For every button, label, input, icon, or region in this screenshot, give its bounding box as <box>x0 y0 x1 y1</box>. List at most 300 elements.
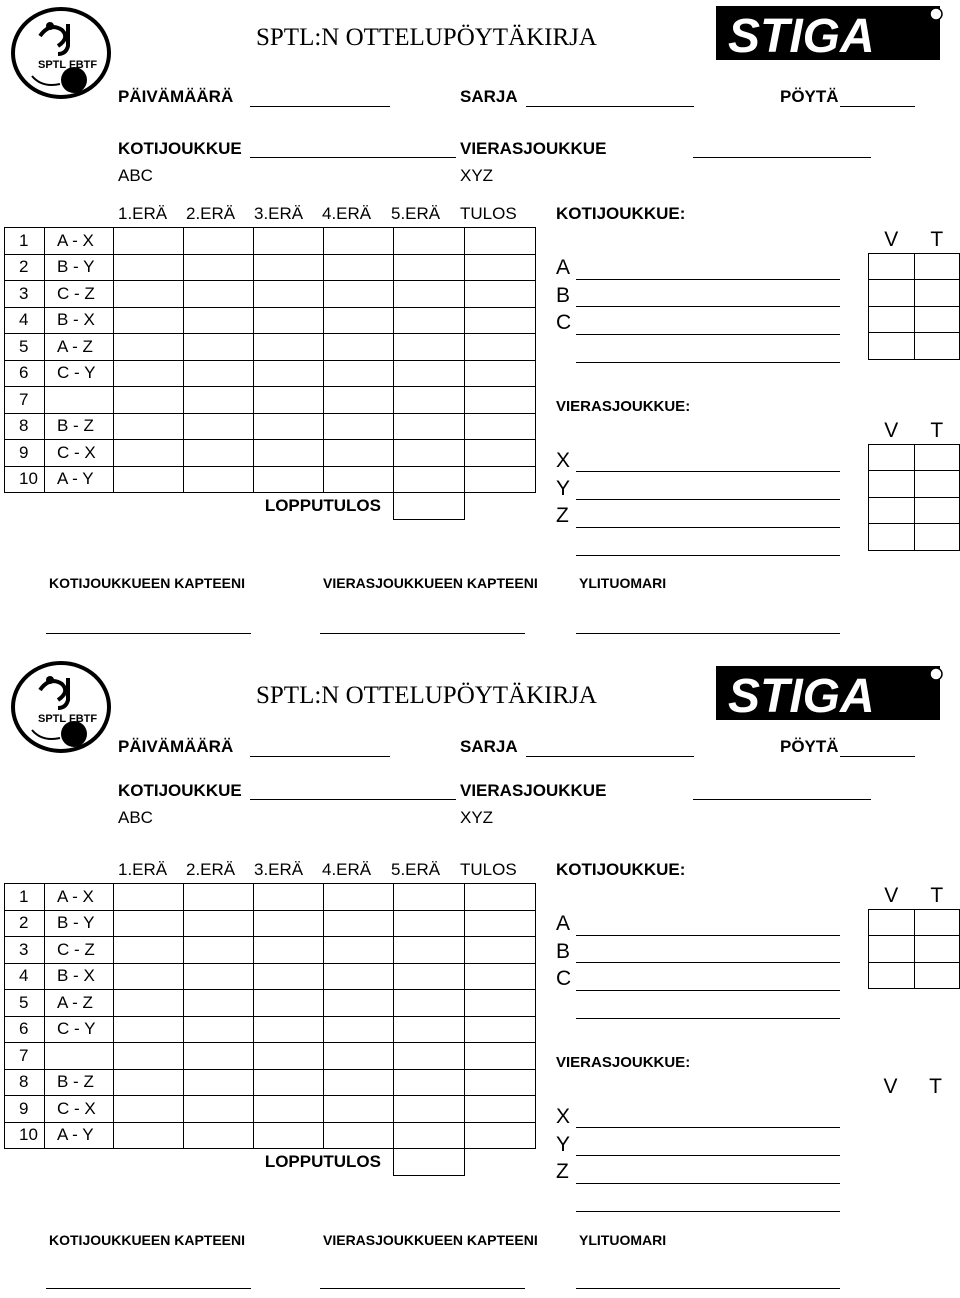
set-4-score-cell[interactable] <box>324 413 394 440</box>
match-number: 6 <box>5 1016 45 1043</box>
set-1-score-cell[interactable] <box>114 440 184 467</box>
away-vt-table <box>868 1074 958 1100</box>
set-3-header: 3.ERÄ <box>254 860 304 879</box>
away-team-value: XYZ <box>460 808 494 827</box>
result-cell[interactable] <box>465 884 536 911</box>
set-4-score-cell[interactable] <box>324 1096 394 1123</box>
away-player-x: X <box>556 449 571 472</box>
match-pairing: A - Y <box>45 466 114 493</box>
v-header: V <box>884 883 899 907</box>
set-3-score-cell[interactable] <box>254 937 324 964</box>
set-5-score-cell[interactable] <box>394 307 465 334</box>
result-cell[interactable] <box>465 440 536 467</box>
page-title: SPTL:N OTTELUPÖYTÄKIRJA <box>256 24 597 51</box>
set-5-score-cell[interactable] <box>394 1043 465 1070</box>
match-pairing: A - X <box>45 884 114 911</box>
vt-cell[interactable] <box>869 497 915 524</box>
away-player-z: Z <box>556 1160 569 1183</box>
set-4-score-cell[interactable] <box>324 1043 394 1070</box>
scoresheet-1 <box>0 0 960 640</box>
match-number: 7 <box>5 387 45 414</box>
result-cell[interactable] <box>465 910 536 937</box>
set-2-score-cell[interactable] <box>184 387 254 414</box>
home-player-a-field[interactable] <box>576 935 840 936</box>
match-pairing: C - X <box>45 1096 114 1123</box>
set-1-score-cell[interactable] <box>114 910 184 937</box>
home-captain-signature[interactable] <box>46 1288 251 1289</box>
away-team-label: VIERASJOUKKUE <box>460 781 607 800</box>
match-row <box>5 334 536 361</box>
set-3-score-cell[interactable] <box>254 254 324 281</box>
match-number: 2 <box>5 910 45 937</box>
result-cell[interactable] <box>465 307 536 334</box>
match-number: 4 <box>5 963 45 990</box>
away-player-x-field[interactable] <box>576 1127 840 1128</box>
home-players-header: KOTIJOUKKUE: <box>556 204 686 223</box>
away-player-extra-field[interactable] <box>576 555 840 556</box>
result-cell[interactable] <box>465 413 536 440</box>
home-team-field[interactable] <box>250 799 456 800</box>
match-row <box>5 1069 536 1096</box>
set-1-score-cell[interactable] <box>114 1043 184 1070</box>
result-cell[interactable] <box>465 1122 536 1149</box>
referee-label: YLITUOMARI <box>579 1232 667 1248</box>
home-player-d-field[interactable] <box>576 1018 840 1019</box>
table-field[interactable] <box>840 756 915 757</box>
set-1-score-cell[interactable] <box>114 360 184 387</box>
match-number: 2 <box>5 254 45 281</box>
set-3-score-cell[interactable] <box>254 963 324 990</box>
away-captain-label: VIERASJOUKKUEEN KAPTEENI <box>323 1232 538 1248</box>
set-5-score-cell[interactable] <box>394 413 465 440</box>
home-player-c: C <box>556 311 572 334</box>
result-cell[interactable] <box>465 990 536 1017</box>
svg-text:SPTL FBTF: SPTL FBTF <box>38 59 98 71</box>
home-player-a: A <box>556 912 571 935</box>
set-3-score-cell[interactable] <box>254 1043 324 1070</box>
home-captain-label: KOTIJOUKKUEEN KAPTEENI <box>49 575 246 591</box>
home-player-b: B <box>556 940 571 963</box>
set-5-score-cell[interactable] <box>394 360 465 387</box>
set-4-score-cell[interactable] <box>324 440 394 467</box>
final-result-row <box>5 1149 536 1176</box>
final-result-cell[interactable] <box>394 1149 465 1176</box>
set-5-score-cell[interactable] <box>394 334 465 361</box>
set-2-score-cell[interactable] <box>184 990 254 1017</box>
set-4-score-cell[interactable] <box>324 307 394 334</box>
set-3-score-cell[interactable] <box>254 307 324 334</box>
set-4-score-cell[interactable] <box>324 387 394 414</box>
set-5-score-cell[interactable] <box>394 440 465 467</box>
date-field[interactable] <box>250 756 390 757</box>
set-3-score-cell[interactable] <box>254 884 324 911</box>
t-header: T <box>930 227 944 251</box>
vt-cell[interactable] <box>869 253 915 280</box>
date-label: PÄIVÄMÄÄRÄ <box>118 737 234 756</box>
home-team-label: KOTIJOUKKUE <box>118 781 242 800</box>
series-field[interactable] <box>526 756 694 757</box>
series-label: SARJA <box>460 87 518 106</box>
series-field[interactable] <box>526 106 694 107</box>
result-cell[interactable] <box>465 466 536 493</box>
set-3-score-cell[interactable] <box>254 466 324 493</box>
set-2-score-cell[interactable] <box>184 1122 254 1149</box>
home-vt-table <box>868 883 960 989</box>
sptl-logo <box>10 660 112 754</box>
vt-cell[interactable] <box>869 444 915 471</box>
set-2-score-cell[interactable] <box>184 334 254 361</box>
set-3-score-cell[interactable] <box>254 910 324 937</box>
score-table <box>4 227 536 520</box>
away-player-y-field[interactable] <box>576 1155 840 1156</box>
vt-cell[interactable] <box>914 253 960 280</box>
set-1-score-cell[interactable] <box>114 884 184 911</box>
set-3-score-cell[interactable] <box>254 1016 324 1043</box>
away-player-x: X <box>556 1105 571 1128</box>
set-3-score-cell[interactable] <box>254 281 324 308</box>
set-4-header: 4.ERÄ <box>322 204 372 223</box>
set-2-header: 2.ERÄ <box>186 204 236 223</box>
page-title: SPTL:N OTTELUPÖYTÄKIRJA <box>256 682 597 709</box>
vt-cell[interactable] <box>914 306 960 333</box>
stiga-logo <box>716 666 944 722</box>
home-player-a: A <box>556 256 571 279</box>
match-number: 7 <box>5 1043 45 1070</box>
set-5-score-cell[interactable] <box>394 387 465 414</box>
match-pairing: A - Z <box>45 334 114 361</box>
set-1-score-cell[interactable] <box>114 1069 184 1096</box>
home-player-c-field[interactable] <box>576 334 840 335</box>
away-player-y: Y <box>556 1133 571 1156</box>
home-player-d-field[interactable] <box>576 362 840 363</box>
match-pairing: B - Y <box>45 254 114 281</box>
vt-cell[interactable] <box>869 333 915 360</box>
match-number: 9 <box>5 440 45 467</box>
date-label: PÄIVÄMÄÄRÄ <box>118 87 234 106</box>
away-player-extra-field[interactable] <box>576 1211 840 1212</box>
match-pairing <box>45 1043 114 1070</box>
match-row <box>5 1096 536 1123</box>
v-header: V <box>884 418 899 442</box>
result-cell[interactable] <box>465 387 536 414</box>
set-2-score-cell[interactable] <box>184 228 254 255</box>
set-1-score-cell[interactable] <box>114 1096 184 1123</box>
set-5-score-cell[interactable] <box>394 281 465 308</box>
vt-cell[interactable] <box>914 962 960 989</box>
result-cell[interactable] <box>465 334 536 361</box>
away-captain-signature[interactable] <box>320 1288 525 1289</box>
set-4-score-cell[interactable] <box>324 884 394 911</box>
set-5-score-cell[interactable] <box>394 963 465 990</box>
match-row <box>5 254 536 281</box>
sptl-logo <box>10 6 112 100</box>
set-1-score-cell[interactable] <box>114 990 184 1017</box>
result-cell[interactable] <box>465 963 536 990</box>
set-4-score-cell[interactable] <box>324 1069 394 1096</box>
set-2-score-cell[interactable] <box>184 413 254 440</box>
svg-text:STIGA: STIGA <box>728 670 875 722</box>
match-number: 8 <box>5 1069 45 1096</box>
set-1-header: 1.ERÄ <box>118 204 168 223</box>
result-cell[interactable] <box>465 360 536 387</box>
final-result-label: LOPPUTULOS <box>264 1152 381 1171</box>
set-5-score-cell[interactable] <box>394 990 465 1017</box>
set-5-score-cell[interactable] <box>394 937 465 964</box>
set-4-score-cell[interactable] <box>324 963 394 990</box>
svg-text:SPTL FBTF: SPTL FBTF <box>38 713 98 725</box>
match-number: 1 <box>5 228 45 255</box>
set-1-header: 1.ERÄ <box>118 860 168 879</box>
match-row <box>5 387 536 414</box>
final-result-row <box>5 493 536 520</box>
set-2-score-cell[interactable] <box>184 910 254 937</box>
set-2-score-cell[interactable] <box>184 1016 254 1043</box>
result-cell[interactable] <box>465 1043 536 1070</box>
match-number: 1 <box>5 884 45 911</box>
set-2-score-cell[interactable] <box>184 1069 254 1096</box>
away-players-header: VIERASJOUKKUE: <box>556 1054 691 1071</box>
series-label: SARJA <box>460 737 518 756</box>
svg-text:STIGA: STIGA <box>728 10 875 62</box>
vt-cell[interactable] <box>914 497 960 524</box>
home-team-value: ABC <box>118 808 153 827</box>
match-pairing: C - Z <box>45 937 114 964</box>
home-team-label: KOTIJOUKKUE <box>118 139 242 158</box>
v-header: V <box>884 227 899 251</box>
match-pairing: B - Z <box>45 1069 114 1096</box>
result-cell[interactable] <box>465 254 536 281</box>
match-number: 6 <box>5 360 45 387</box>
set-5-score-cell[interactable] <box>394 466 465 493</box>
date-field[interactable] <box>250 106 390 107</box>
table-field[interactable] <box>840 106 915 107</box>
set-1-score-cell[interactable] <box>114 307 184 334</box>
match-number: 8 <box>5 413 45 440</box>
away-team-field[interactable] <box>693 799 871 800</box>
match-row <box>5 360 536 387</box>
vt-cell[interactable] <box>869 909 915 936</box>
set-4-score-cell[interactable] <box>324 254 394 281</box>
match-pairing: C - X <box>45 440 114 467</box>
match-row <box>5 1043 536 1070</box>
set-4-score-cell[interactable] <box>324 990 394 1017</box>
set-2-score-cell[interactable] <box>184 440 254 467</box>
set-2-score-cell[interactable] <box>184 1096 254 1123</box>
result-cell[interactable] <box>465 1096 536 1123</box>
match-number: 9 <box>5 1096 45 1123</box>
away-player-y-field[interactable] <box>576 499 840 500</box>
result-cell[interactable] <box>465 1069 536 1096</box>
match-row <box>5 466 536 493</box>
set-3-score-cell[interactable] <box>254 1096 324 1123</box>
set-5-score-cell[interactable] <box>394 884 465 911</box>
match-pairing: C - Z <box>45 281 114 308</box>
set-4-score-cell[interactable] <box>324 1016 394 1043</box>
away-player-x-field[interactable] <box>576 471 840 472</box>
vt-cell[interactable] <box>914 936 960 963</box>
set-2-score-cell[interactable] <box>184 281 254 308</box>
referee-label: YLITUOMARI <box>579 575 667 591</box>
set-2-score-cell[interactable] <box>184 1043 254 1070</box>
set-3-header: 3.ERÄ <box>254 204 304 223</box>
match-row <box>5 910 536 937</box>
match-row <box>5 884 536 911</box>
away-players-header: VIERASJOUKKUE: <box>556 398 691 415</box>
set-3-score-cell[interactable] <box>254 334 324 361</box>
home-player-b: B <box>556 284 571 307</box>
table-label: PÖYTÄ <box>780 737 839 756</box>
match-pairing <box>45 387 114 414</box>
result-cell[interactable] <box>465 281 536 308</box>
away-player-z-field[interactable] <box>576 1183 840 1184</box>
match-row <box>5 440 536 467</box>
away-player-z-field[interactable] <box>576 527 840 528</box>
match-row <box>5 413 536 440</box>
match-pairing: B - X <box>45 963 114 990</box>
set-5-score-cell[interactable] <box>394 1122 465 1149</box>
set-5-score-cell[interactable] <box>394 228 465 255</box>
set-3-score-cell[interactable] <box>254 1122 324 1149</box>
match-number: 3 <box>5 937 45 964</box>
set-4-score-cell[interactable] <box>324 1122 394 1149</box>
set-1-score-cell[interactable] <box>114 937 184 964</box>
vt-cell[interactable] <box>869 471 915 498</box>
set-4-score-cell[interactable] <box>324 910 394 937</box>
match-number: 4 <box>5 307 45 334</box>
home-captain-signature[interactable] <box>46 633 251 634</box>
set-5-score-cell[interactable] <box>394 1016 465 1043</box>
match-number: 5 <box>5 990 45 1017</box>
vt-cell[interactable] <box>869 306 915 333</box>
v-header: V <box>883 1074 898 1098</box>
final-result-cell[interactable] <box>394 493 465 520</box>
set-3-score-cell[interactable] <box>254 1069 324 1096</box>
match-row <box>5 937 536 964</box>
match-number: 10 <box>5 466 45 493</box>
set-1-score-cell[interactable] <box>114 1016 184 1043</box>
set-5-header: 5.ERÄ <box>391 860 441 879</box>
set-2-header: 2.ERÄ <box>186 860 236 879</box>
set-2-score-cell[interactable] <box>184 937 254 964</box>
set-2-score-cell[interactable] <box>184 884 254 911</box>
vt-cell[interactable] <box>914 909 960 936</box>
match-pairing: B - Z <box>45 413 114 440</box>
match-row <box>5 228 536 255</box>
t-header: T <box>929 1074 942 1098</box>
set-4-score-cell[interactable] <box>324 937 394 964</box>
vt-cell[interactable] <box>914 471 960 498</box>
vt-cell[interactable] <box>869 280 915 307</box>
match-number: 3 <box>5 281 45 308</box>
set-2-score-cell[interactable] <box>184 307 254 334</box>
home-player-b-field[interactable] <box>576 306 840 307</box>
set-4-score-cell[interactable] <box>324 334 394 361</box>
set-3-score-cell[interactable] <box>254 360 324 387</box>
set-1-score-cell[interactable] <box>114 228 184 255</box>
set-1-score-cell[interactable] <box>114 963 184 990</box>
set-4-score-cell[interactable] <box>324 360 394 387</box>
away-team-value: XYZ <box>460 166 494 185</box>
match-pairing: B - Y <box>45 910 114 937</box>
match-row <box>5 1016 536 1043</box>
vt-cell[interactable] <box>914 444 960 471</box>
home-player-a-field[interactable] <box>576 279 840 280</box>
set-3-score-cell[interactable] <box>254 387 324 414</box>
set-2-score-cell[interactable] <box>184 963 254 990</box>
away-team-label: VIERASJOUKKUE <box>460 139 607 158</box>
set-1-score-cell[interactable] <box>114 334 184 361</box>
match-pairing: C - Y <box>45 1016 114 1043</box>
set-5-score-cell[interactable] <box>394 1096 465 1123</box>
set-4-score-cell[interactable] <box>324 228 394 255</box>
set-3-score-cell[interactable] <box>254 440 324 467</box>
home-players-header: KOTIJOUKKUE: <box>556 860 686 879</box>
match-pairing: C - Y <box>45 360 114 387</box>
vt-cell[interactable] <box>914 280 960 307</box>
set-5-score-cell[interactable] <box>394 254 465 281</box>
vt-cell[interactable] <box>914 333 960 360</box>
referee-signature[interactable] <box>576 1288 840 1289</box>
set-4-score-cell[interactable] <box>324 466 394 493</box>
match-row <box>5 307 536 334</box>
away-captain-label: VIERASJOUKKUEEN KAPTEENI <box>323 575 538 591</box>
match-row <box>5 963 536 990</box>
set-2-score-cell[interactable] <box>184 360 254 387</box>
referee-signature[interactable] <box>576 633 840 634</box>
set-1-score-cell[interactable] <box>114 413 184 440</box>
vt-cell[interactable] <box>869 962 915 989</box>
vt-cell[interactable] <box>914 524 960 551</box>
home-player-b-field[interactable] <box>576 962 840 963</box>
vt-cell[interactable] <box>869 524 915 551</box>
final-result-label: LOPPUTULOS <box>264 496 381 515</box>
match-number: 10 <box>5 1122 45 1149</box>
set-5-score-cell[interactable] <box>394 910 465 937</box>
home-player-c-field[interactable] <box>576 990 840 991</box>
set-1-score-cell[interactable] <box>114 1122 184 1149</box>
t-header: T <box>930 883 944 907</box>
away-player-y: Y <box>556 477 571 500</box>
set-2-score-cell[interactable] <box>184 466 254 493</box>
set-5-header: 5.ERÄ <box>391 204 441 223</box>
result-cell[interactable] <box>465 228 536 255</box>
set-3-score-cell[interactable] <box>254 228 324 255</box>
set-1-score-cell[interactable] <box>114 281 184 308</box>
home-team-field[interactable] <box>250 157 456 158</box>
set-1-score-cell[interactable] <box>114 387 184 414</box>
set-5-score-cell[interactable] <box>394 1069 465 1096</box>
set-1-score-cell[interactable] <box>114 466 184 493</box>
set-1-score-cell[interactable] <box>114 254 184 281</box>
result-header: TULOS <box>460 204 517 223</box>
away-player-z: Z <box>556 504 569 527</box>
set-2-score-cell[interactable] <box>184 254 254 281</box>
set-3-score-cell[interactable] <box>254 413 324 440</box>
set-3-score-cell[interactable] <box>254 990 324 1017</box>
vt-cell[interactable] <box>869 936 915 963</box>
away-vt-table <box>868 418 960 551</box>
away-captain-signature[interactable] <box>320 633 525 634</box>
set-4-header: 4.ERÄ <box>322 860 372 879</box>
t-header: T <box>930 418 944 442</box>
away-team-field[interactable] <box>693 157 871 158</box>
result-cell[interactable] <box>465 937 536 964</box>
match-pairing: B - X <box>45 307 114 334</box>
result-cell[interactable] <box>465 1016 536 1043</box>
set-4-score-cell[interactable] <box>324 281 394 308</box>
match-pairing: A - Z <box>45 990 114 1017</box>
match-row <box>5 1122 536 1149</box>
